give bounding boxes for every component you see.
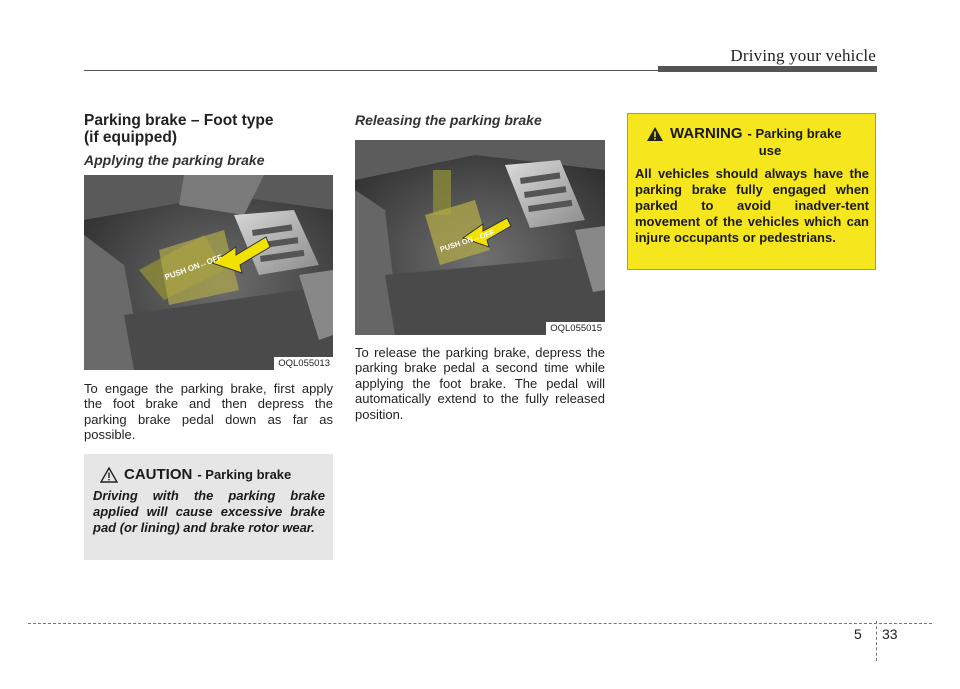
warning-subtitle-line1: - Parking brake (747, 126, 842, 141)
apply-body-text: To engage the parking brake, first apply the foot brake and then depress the parking brake pedal down as far as possible. (84, 381, 333, 443)
section-title (84, 112, 334, 146)
section-title-line2: (if equipped) (84, 129, 177, 146)
running-header: Driving your vehicle (730, 46, 876, 65)
warning-text: All vehicles should always have the parking brake fully engaged when parked to avoid inadver-tent movement of the vehicles which can injure occupants or pedestrians. (635, 166, 869, 245)
footer-rule (28, 623, 932, 624)
caution-text: Driving with the parking brake applied will cause excessive brake pad (or lining) and brake rotor wear. (93, 488, 325, 535)
warning-word: WARNING (670, 125, 743, 142)
page-number-separator (876, 621, 877, 661)
apply-photo (84, 175, 333, 370)
caution-triangle-icon (100, 467, 118, 483)
release-body-text: To release the parking brake, depress the parking brake pedal a second time while applying the foot brake. The pedal will automatically extend to the fully released position. (355, 345, 605, 422)
chapter-number: 5 (854, 626, 862, 642)
section-title-line1: Parking brake – Foot type (84, 112, 274, 129)
release-image-code: OQL055015 (546, 322, 605, 335)
warning-triangle-icon (646, 126, 664, 142)
page-number: 33 (882, 626, 898, 642)
header-bar (658, 66, 877, 72)
release-subtitle: Releasing the parking brake (355, 112, 542, 128)
apply-pedal-label: PUSH ON↔OFF (163, 252, 224, 282)
apply-subtitle: Applying the parking brake (84, 152, 265, 168)
caution-heading (100, 466, 291, 483)
caution-word: CAUTION (124, 466, 193, 483)
release-pedal-illustration (355, 140, 605, 335)
warning-heading (640, 125, 870, 158)
caution-subtitle: - Parking brake (197, 467, 292, 482)
apply-image-code: OQL055013 (274, 357, 333, 370)
caution-box (84, 454, 333, 560)
apply-pedal-illustration (84, 175, 333, 370)
warning-box (627, 113, 876, 270)
header-rule (84, 70, 662, 71)
warning-subtitle-line2: use (758, 143, 782, 158)
release-pedal-label: PUSH ON↔OFF (438, 227, 496, 254)
release-photo (355, 140, 605, 335)
